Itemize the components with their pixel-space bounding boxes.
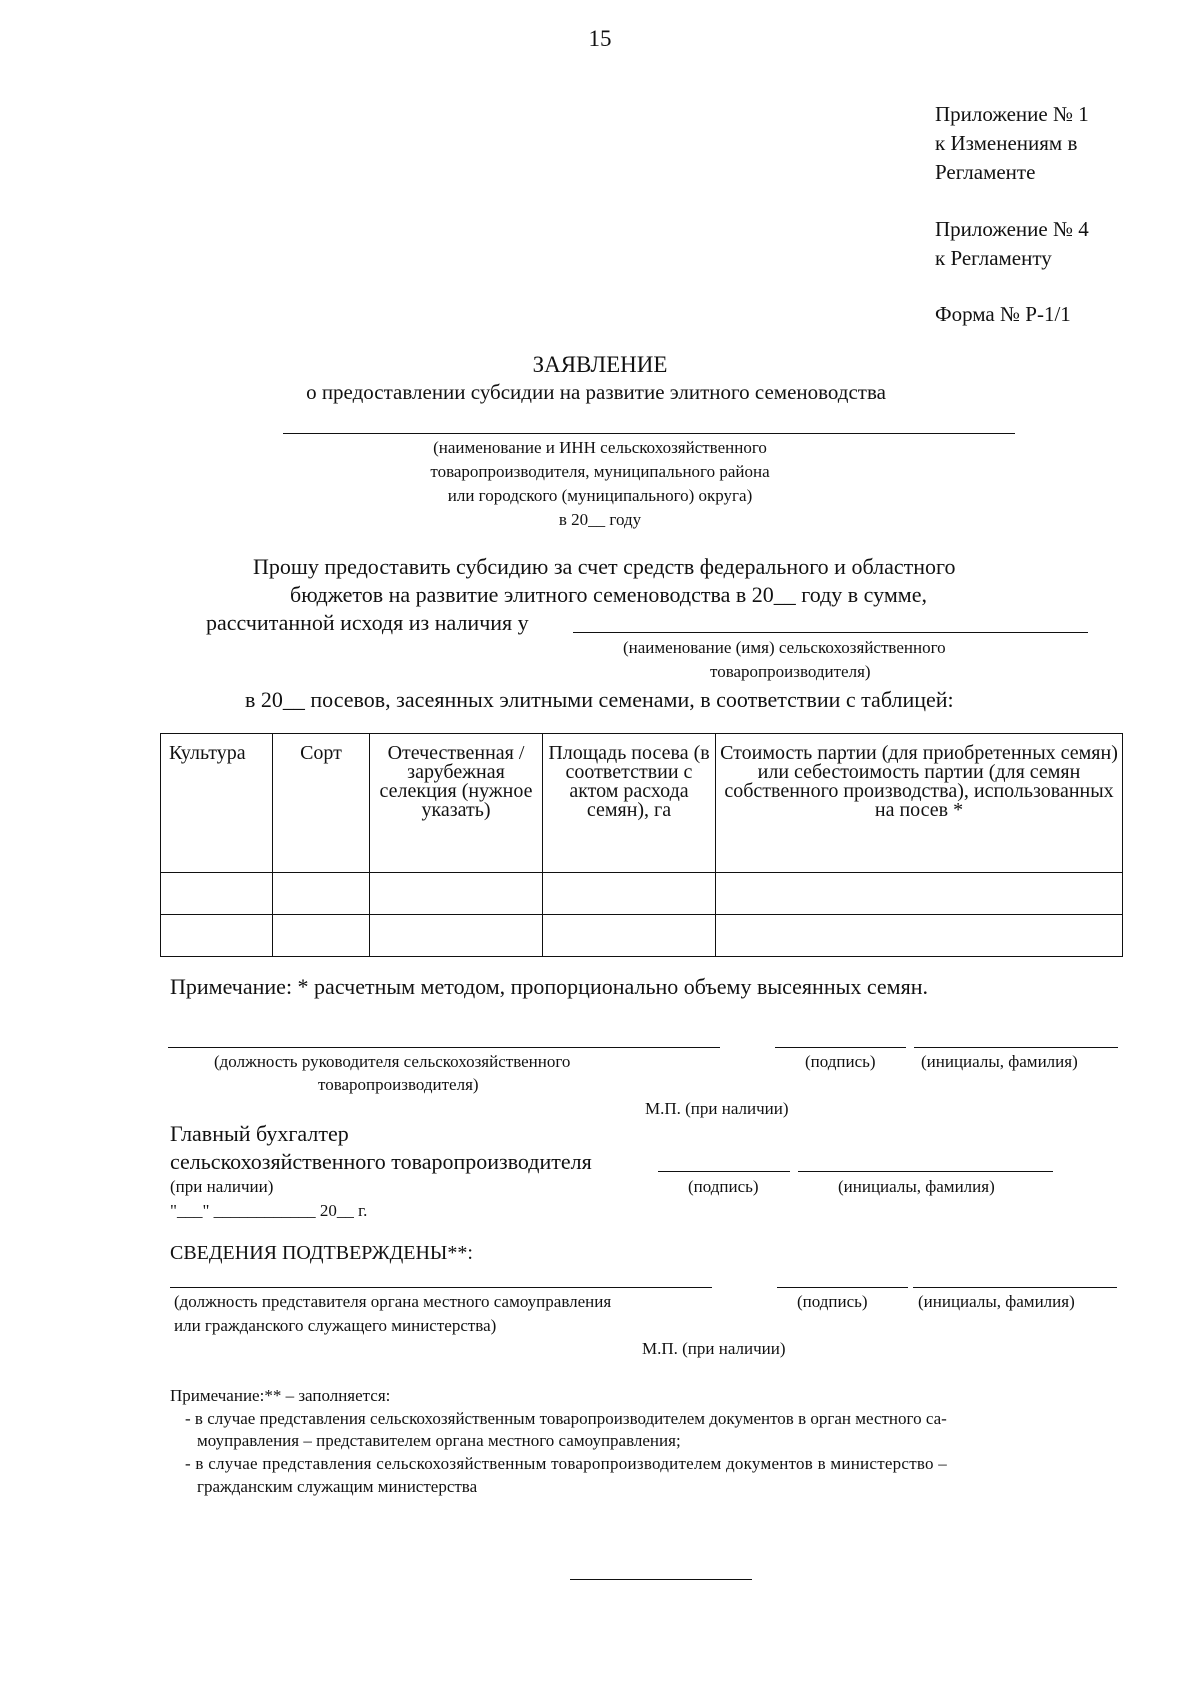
note-2-head: Примечание:** – заполняется:: [170, 1386, 391, 1405]
accountant-signature-caption: (подпись): [688, 1177, 759, 1196]
annex-1-line-3: Регламенте: [935, 160, 1036, 184]
position-caption-2a: (должность представителя органа местного самоуправления: [174, 1292, 612, 1311]
request-line-3: рассчитанной исходя из наличия у: [206, 610, 529, 635]
table-cell[interactable]: [543, 915, 716, 957]
signature-caption-1: (подпись): [805, 1052, 876, 1071]
accountant-line-2: сельскохозяйственного товаропроизводителя: [170, 1149, 592, 1174]
note-2-item-1b: моуправления – представителем органа местного самоуправления;: [197, 1431, 681, 1450]
annex-4-line-1: Приложение № 4: [935, 217, 1089, 241]
form-number: Форма № Р-1/1: [935, 302, 1071, 326]
producer-caption-2: товаропроизводителя): [710, 662, 871, 681]
applicant-caption-line: товаропроизводителя, муниципального района: [430, 462, 770, 481]
applicant-caption-line: (наименование и ИНН сельскохозяйственного: [433, 438, 767, 457]
table-cell[interactable]: [543, 873, 716, 915]
signature-line-2: [777, 1287, 908, 1288]
position-caption-2b: или гражданского служащего министерства): [174, 1316, 497, 1335]
header-cost: Стоимость партии (для приобретенных семян) или себестоимость партии (для семян собственного производства), использованных на посев *: [716, 734, 1123, 873]
stamp-1: М.П. (при наличии): [645, 1099, 789, 1118]
confirmed-heading: СВЕДЕНИЯ ПОДТВЕРЖДЕНЫ**:: [170, 1242, 473, 1264]
position-line-2: [170, 1287, 712, 1288]
header-area: Площадь посева (в соответствии с актом расхода семян), га: [543, 734, 716, 873]
header-crop: Культура: [161, 734, 273, 873]
table-header-row: [161, 734, 1123, 873]
applicant-caption-line: или городского (муниципального) округа): [447, 486, 753, 505]
annex-1-line-2: к Изменениям в: [935, 131, 1078, 155]
name-line-2: [913, 1287, 1117, 1288]
accountant-name-caption: (инициалы, фамилия): [838, 1177, 995, 1196]
table-row: [161, 873, 1123, 915]
position-line-1: [168, 1047, 720, 1048]
applicant-line: [283, 433, 1015, 434]
document-subtitle: о предоставлении субсидии на развитие элитного семеноводства: [306, 380, 886, 404]
note-1: Примечание: * расчетным методом, пропорционально объему высеянных семян.: [170, 974, 928, 999]
annex-1-line-1: Приложение № 1: [935, 102, 1089, 126]
table-cell[interactable]: [370, 915, 543, 957]
header-variety: Сорт: [273, 734, 370, 873]
annex-4-line-2: к Регламенту: [935, 246, 1052, 270]
page-number: 15: [588, 26, 612, 51]
header-selection: Отечественная / зарубежная селекция (нужное указать): [370, 734, 543, 873]
name-caption-1: (инициалы, фамилия): [921, 1052, 1078, 1071]
producer-caption-1: (наименование (имя) сельскохозяйственного: [623, 638, 946, 657]
end-divider: [570, 1579, 752, 1580]
accountant-date: "___" ____________ 20__ г.: [170, 1201, 368, 1220]
accountant-signature-line: [658, 1171, 790, 1172]
document-title: ЗАЯВЛЕНИЕ: [532, 352, 668, 377]
signature-caption-2: (подпись): [797, 1292, 868, 1311]
annex-1: [935, 100, 1089, 187]
position-caption-1b: товаропроизводителя): [318, 1075, 479, 1094]
table-cell[interactable]: [370, 873, 543, 915]
note-2-item-2a: - в случае представления сельскохозяйственным товаропроизводителем документов в министерство –: [185, 1454, 948, 1473]
table-cell[interactable]: [716, 873, 1123, 915]
producer-line: [573, 632, 1088, 633]
request-line-4: в 20__ посевов, засеянных элитными семенами, в соответствии с таблицей:: [245, 687, 954, 712]
signature-line-1: [775, 1047, 906, 1048]
table-cell[interactable]: [716, 915, 1123, 957]
table-row: [161, 915, 1123, 957]
request-line-1: Прошу предоставить субсидию за счет средств федерального и областного: [253, 554, 956, 579]
request-line-2: бюджетов на развитие элитного семеноводства в 20__ году в сумме,: [290, 582, 927, 607]
position-caption-1a: (должность руководителя сельскохозяйственного: [214, 1052, 571, 1071]
applicant-caption: [0, 436, 1200, 532]
accountant-name-line: [798, 1171, 1053, 1172]
note-2-item-1a: - в случае представления сельскохозяйственным товаропроизводителем документов в орган местного са-: [185, 1409, 947, 1428]
name-caption-2: (инициалы, фамилия): [918, 1292, 1075, 1311]
annex-4: [935, 215, 1089, 273]
accountant-line-1: Главный бухгалтер: [170, 1121, 349, 1146]
table-cell[interactable]: [273, 915, 370, 957]
note-2-item-2b: гражданским служащим министерства: [197, 1477, 478, 1496]
stamp-2: М.П. (при наличии): [642, 1339, 786, 1358]
applicant-caption-line: в 20__ году: [558, 510, 642, 529]
table-cell[interactable]: [161, 873, 273, 915]
accountant-line-3: (при наличии): [170, 1177, 274, 1196]
crops-table: [160, 733, 1123, 957]
name-line-1: [914, 1047, 1118, 1048]
table-cell[interactable]: [161, 915, 273, 957]
table-cell[interactable]: [273, 873, 370, 915]
